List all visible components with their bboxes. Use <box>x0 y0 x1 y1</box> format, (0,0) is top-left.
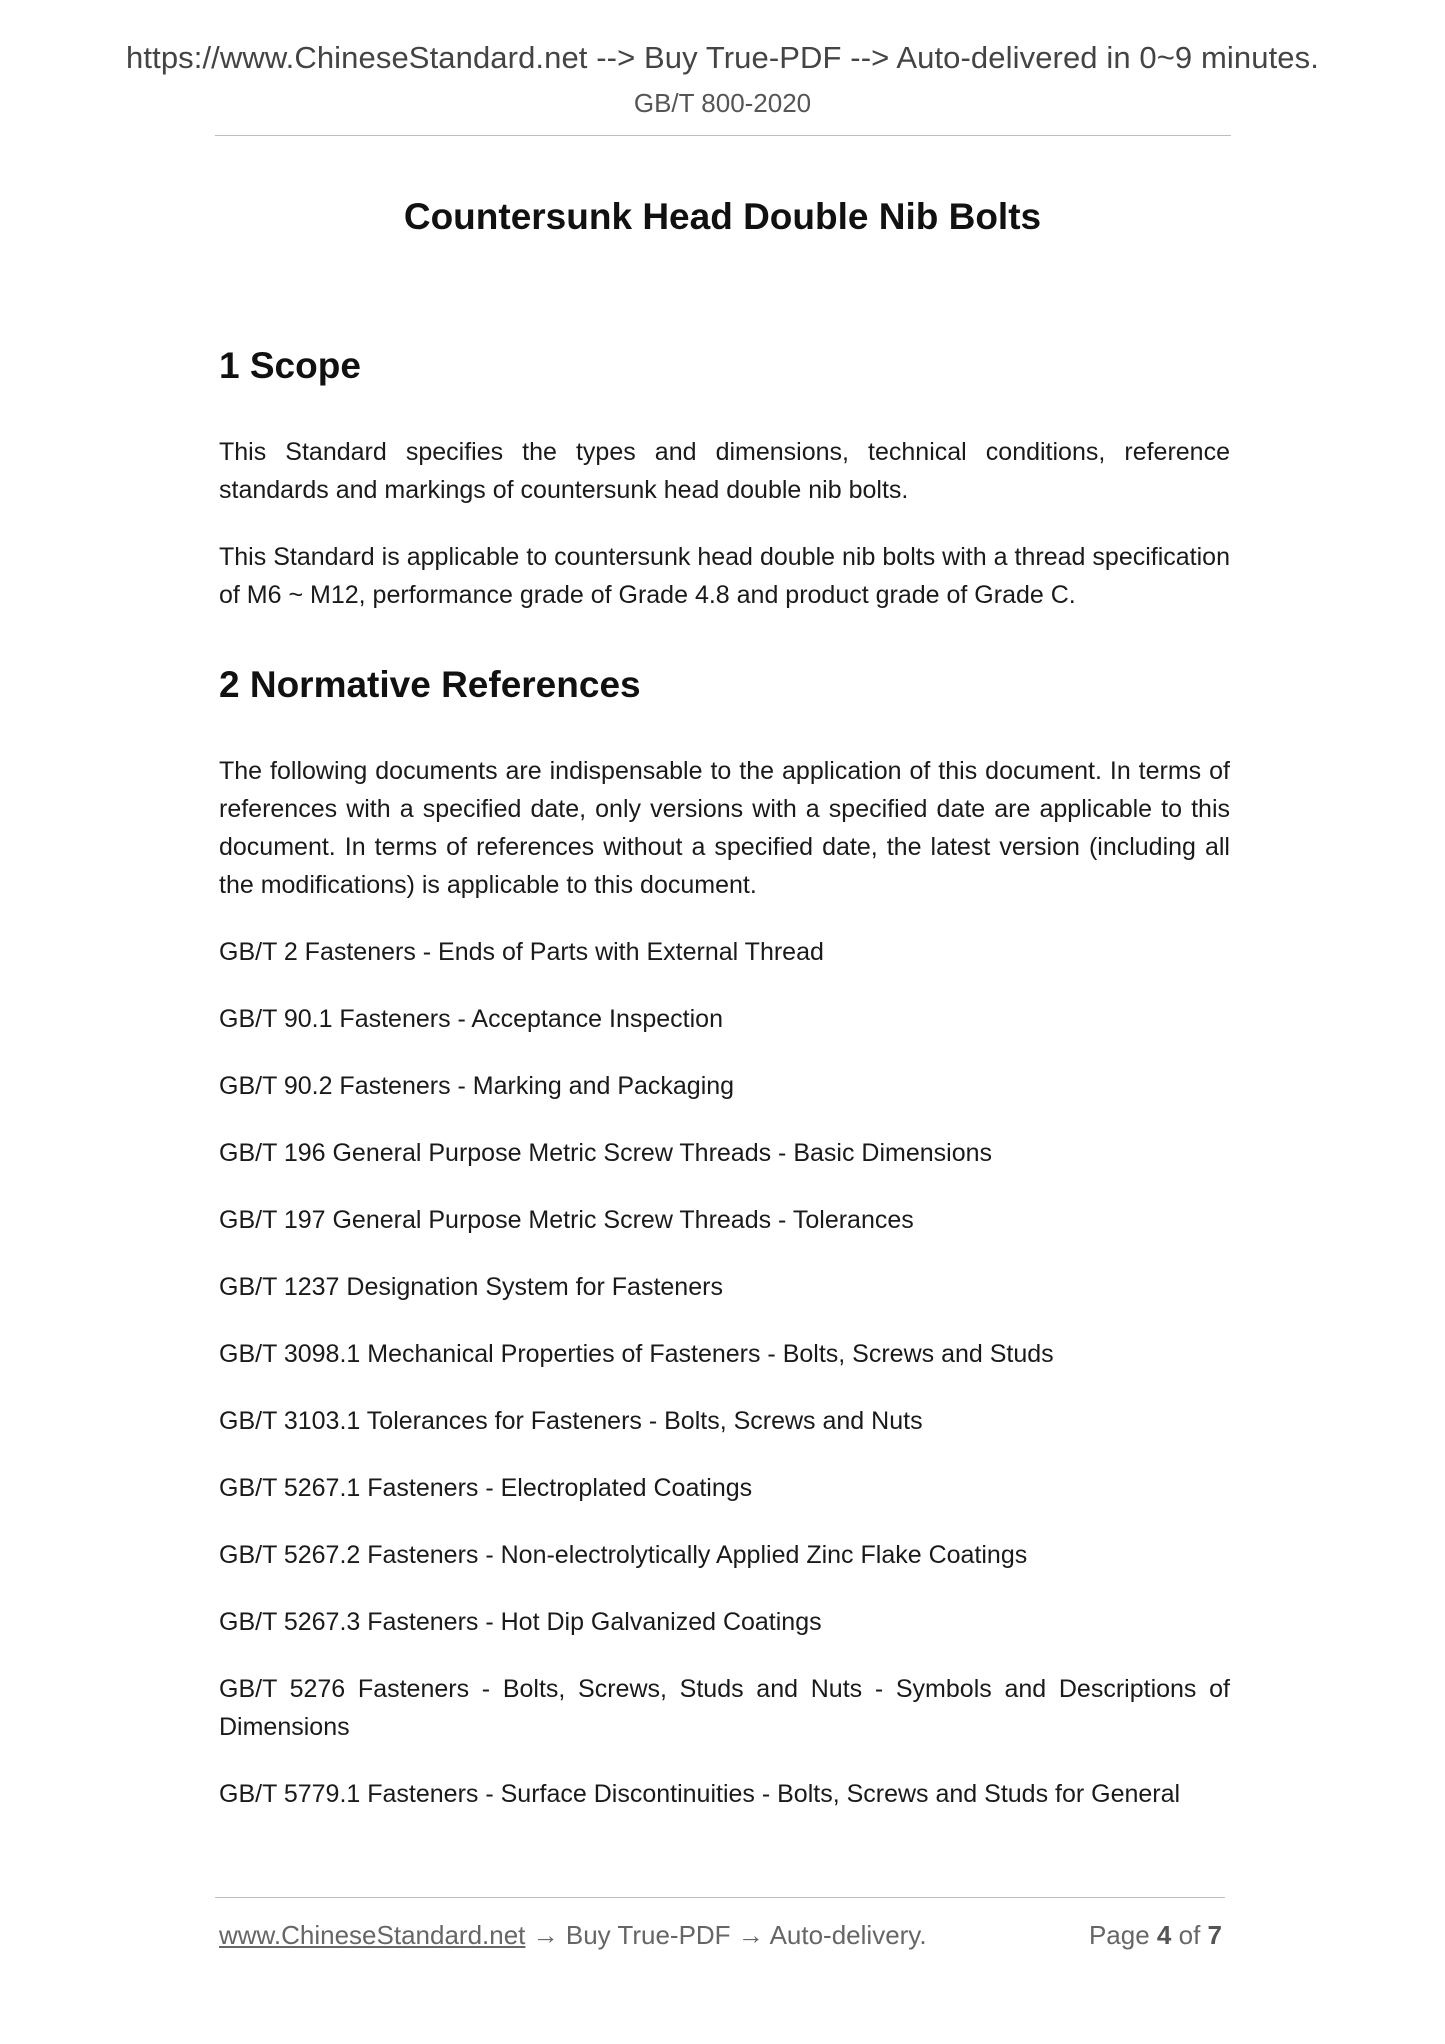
reference-item: GB/T 3103.1 Tolerances for Fasteners - Bolts, Screws and Nuts <box>219 1407 923 1435</box>
reference-item: GB/T 90.1 Fasteners - Acceptance Inspection <box>219 1005 723 1033</box>
reference-item: GB/T 196 General Purpose Metric Screw Threads - Basic Dimensions <box>219 1139 992 1167</box>
reference-item: GB/T 2 Fasteners - Ends of Parts with External Thread <box>219 938 824 966</box>
footer-website-link[interactable]: www.ChineseStandard.net <box>219 1920 526 1950</box>
reference-item: GB/T 197 General Purpose Metric Screw Threads - Tolerances <box>219 1206 914 1234</box>
top-banner: https://www.ChineseStandard.net --> Buy True-PDF --> Auto-delivered in 0~9 minutes. <box>126 40 1319 75</box>
page-current-number: 4 <box>1156 1920 1172 1950</box>
document-body <box>219 340 1230 1842</box>
page-of-label: of <box>1178 1920 1201 1950</box>
reference-item: GB/T 3098.1 Mechanical Properties of Fasteners - Bolts, Screws and Studs <box>219 1340 1054 1368</box>
header-divider <box>215 135 1231 136</box>
reference-item: GB/T 5267.3 Fasteners - Hot Dip Galvanized Coatings <box>219 1608 822 1636</box>
scope-paragraph: This Standard is applicable to countersunk head double nib bolts with a thread specification of M6 ~ M12, performance grade of Grade 4.8 and product grade of Grade C. <box>219 543 1230 609</box>
reference-item: GB/T 5267.1 Fasteners - Electroplated Coatings <box>219 1474 753 1502</box>
footer-promo <box>219 1920 927 1951</box>
page-label: Page <box>1088 1920 1150 1950</box>
page-indicator <box>1089 1920 1222 1951</box>
references-intro-paragraph: The following documents are indispensable to the application of this document. In terms of references with a specified date, only versions with a specified date are applicable to this document. In terms of references without a specified date, the latest version (including all the modifications) is applicable to this document. <box>219 757 1230 899</box>
reference-item: GB/T 5267.2 Fasteners - Non-electrolytically Applied Zinc Flake Coatings <box>219 1541 1028 1569</box>
reference-item: GB/T 90.2 Fasteners - Marking and Packaging <box>219 1072 735 1100</box>
reference-item: GB/T 1237 Designation System for Fasteners <box>219 1273 723 1301</box>
reference-list <box>219 933 1230 1813</box>
reference-item: GB/T 5276 Fasteners - Bolts, Screws, Studs and Nuts - Symbols and Descriptions of Dimensions <box>219 1675 1230 1741</box>
scope-paragraph: This Standard specifies the types and dimensions, technical conditions, reference standards and markings of countersunk head double nib bolts. <box>219 438 1230 504</box>
document-code: GB/T 800-2020 <box>633 88 812 118</box>
reference-item: GB/T 5779.1 Fasteners - Surface Discontinuities - Bolts, Screws and Studs for General <box>219 1780 1181 1808</box>
section-heading-normative-references: 2 Normative References <box>219 664 641 705</box>
section-heading-scope: 1 Scope <box>219 345 361 386</box>
document-title: Countersunk Head Double Nib Bolts <box>403 196 1042 237</box>
page-total-number: 7 <box>1207 1920 1222 1950</box>
footer-tagline: → Buy True-PDF → Auto-delivery. <box>525 1920 927 1950</box>
footer-divider <box>215 1897 1225 1898</box>
